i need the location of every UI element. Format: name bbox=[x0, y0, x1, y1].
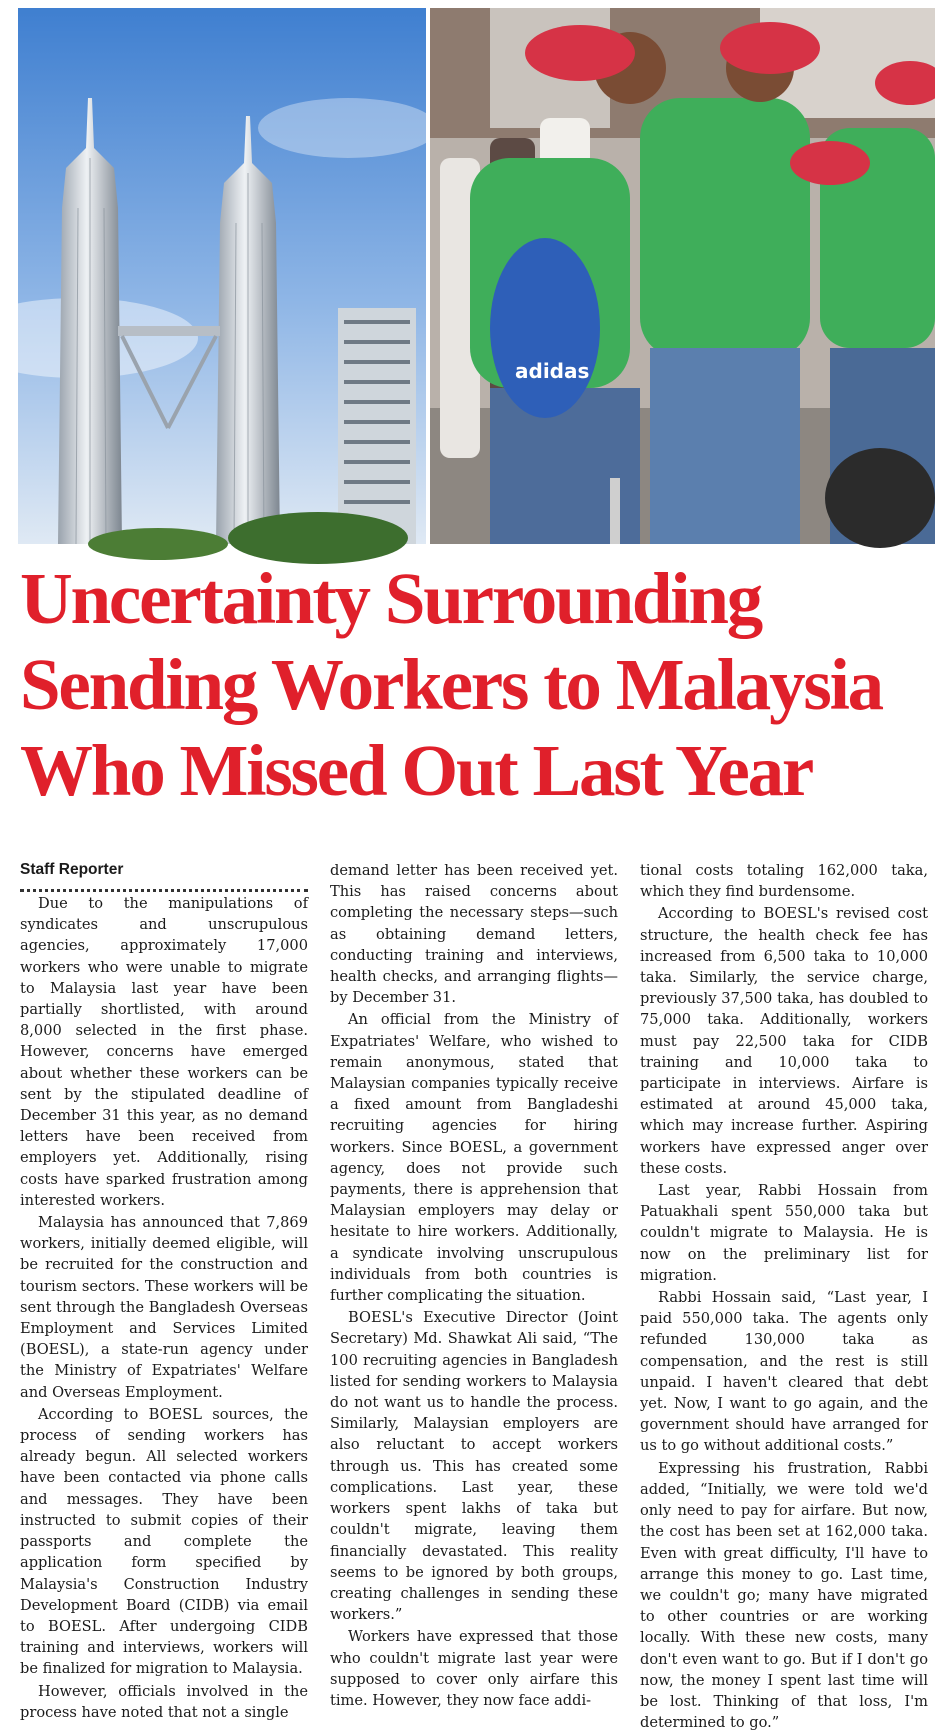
paragraph: Last year, Rabbi Hossain from Patuakhali spent 550,000 taka but couldn't migrate to Malaysia. He is now on the preliminary list for migration. bbox=[640, 1182, 928, 1284]
paragraph: Workers have expressed that those who couldn't migrate last year were supposed to cover only airfare this time. However, they now face addi- bbox=[330, 1628, 618, 1709]
paragraph: Expressing his frustration, Rabbi added, “Initially, we were told we'd only need to pay for airfare. But now, the cost has been set at 162,000 taka. Even with great difficulty, I'll have to arrange this money to go. Last time, we couldn't go; many have migrated to other countries or are working locally. With these new costs, many don't even want to go. But if I don't go now, the money I spent last time will be lost. Thinking of that loss, I'm determined to go.” bbox=[640, 1459, 928, 1732]
byline: Staff Reporter bbox=[20, 860, 308, 892]
paragraph: According to BOESL's revised cost structure, the health check fee has increased from 6,500 taka to 10,000 taka. Similarly, the service charge, previously 37,500 taka, has doubled to 75,000 taka. Additionally, workers must pay 22,500 taka for CIDB training and 10,000 taka to participate in interviews. Airfare is estimated at around 45,000 taka, which may increase further. Aspiring workers have expressed anger over these costs. bbox=[640, 905, 928, 1177]
paragraph: Malaysia has announced that 7,869 workers, initially deemed eligible, will be recruited for the construction and tourism sectors. These workers will be sent through the Bangladesh Overseas Employment and Services Limited (BOESL), a state-run agency under the Ministry of Expatriates' Welfare and Overseas Employment. bbox=[20, 1214, 308, 1401]
article-headline bbox=[20, 556, 920, 814]
article-column-1 bbox=[20, 860, 308, 1721]
headline-line-2: Sending Workers to Malaysia bbox=[20, 644, 882, 725]
paragraph: demand letter has been received yet. This has raised concerns about completing the necessary steps—such as obtaining demand letters, conducting training and interviews, health checks, and arranging flights—by December 31. bbox=[330, 862, 618, 1007]
paragraph: An official from the Ministry of Expatriates' Welfare, who wished to remain anonymous, stated that Malaysian companies typically receive a fixed amount from Bangladeshi recruiting agencies for hiring workers. Since BOESL, a government agency, does not provide such payments, there is apprehension that Malaysian employers may delay or hesitate to hire workers. Additionally, a syndicate involving unscrupulous individuals from both countries is further complicating the situation. bbox=[330, 1011, 618, 1305]
petronas-towers-photo bbox=[18, 8, 426, 544]
article-photos bbox=[18, 8, 935, 544]
article-column-3 bbox=[640, 860, 928, 1732]
article-body bbox=[20, 860, 930, 1732]
paragraph: According to BOESL sources, the process of sending workers has already begun. All selected workers have been contacted via phone calls and messages. They have been instructed to submit copies of their passports and complete the application form specified by Malaysia's Construction Industry Development Board (CIDB) via email to BOESL. After undergoing CIDB training and interviews, workers will be finalized for migration to Malaysia. bbox=[20, 1405, 308, 1678]
article-column-2 bbox=[330, 860, 618, 1709]
workers-photo bbox=[430, 8, 935, 544]
paragraph: However, officials involved in the process have noted that not a single bbox=[20, 1682, 308, 1721]
paragraph: Due to the manipulations of syndicates and unscrupulous agencies, approximately 17,000 workers who were unable to migrate to Malaysia last year have been partially shortlisted, with around 8,000 selected in the first phase. However, concerns have emerged about whether these workers can be sent by the stipulated deadline of December 31 this year, as no demand letters have been received from employers yet. Additionally, rising costs have sparked frustration among interested workers. bbox=[20, 895, 308, 1209]
svg-text:adidas: adidas bbox=[515, 359, 590, 383]
headline-line-1: Uncertainty Surrounding bbox=[20, 558, 762, 639]
paragraph: Rabbi Hossain said, “Last year, I paid 550,000 taka. The agents only refunded 130,000 taka as compensation, and the rest is still unpaid. I haven't cleared that debt yet. Now, I want to go again, and the government should have arranged for us to go without additional costs.” bbox=[640, 1289, 928, 1455]
headline-line-3: Who Missed Out Last Year bbox=[20, 730, 813, 811]
paragraph: BOESL's Executive Director (Joint Secretary) Md. Shawkat Ali said, “The 100 recruiting agencies in Bangladesh listed for sending workers to Malaysia do not want us to handle the process. Similarly, Malaysian employers are also reluctant to accept workers through us. This has created some complications. Last year, these workers spent lakhs of taka but couldn't migrate, leaving them financially devastated. This reality seems to be ignored by both groups, creating challenges in sending these workers.” bbox=[330, 1309, 618, 1624]
paragraph: tional costs totaling 162,000 taka, which they find burdensome. bbox=[640, 862, 928, 901]
